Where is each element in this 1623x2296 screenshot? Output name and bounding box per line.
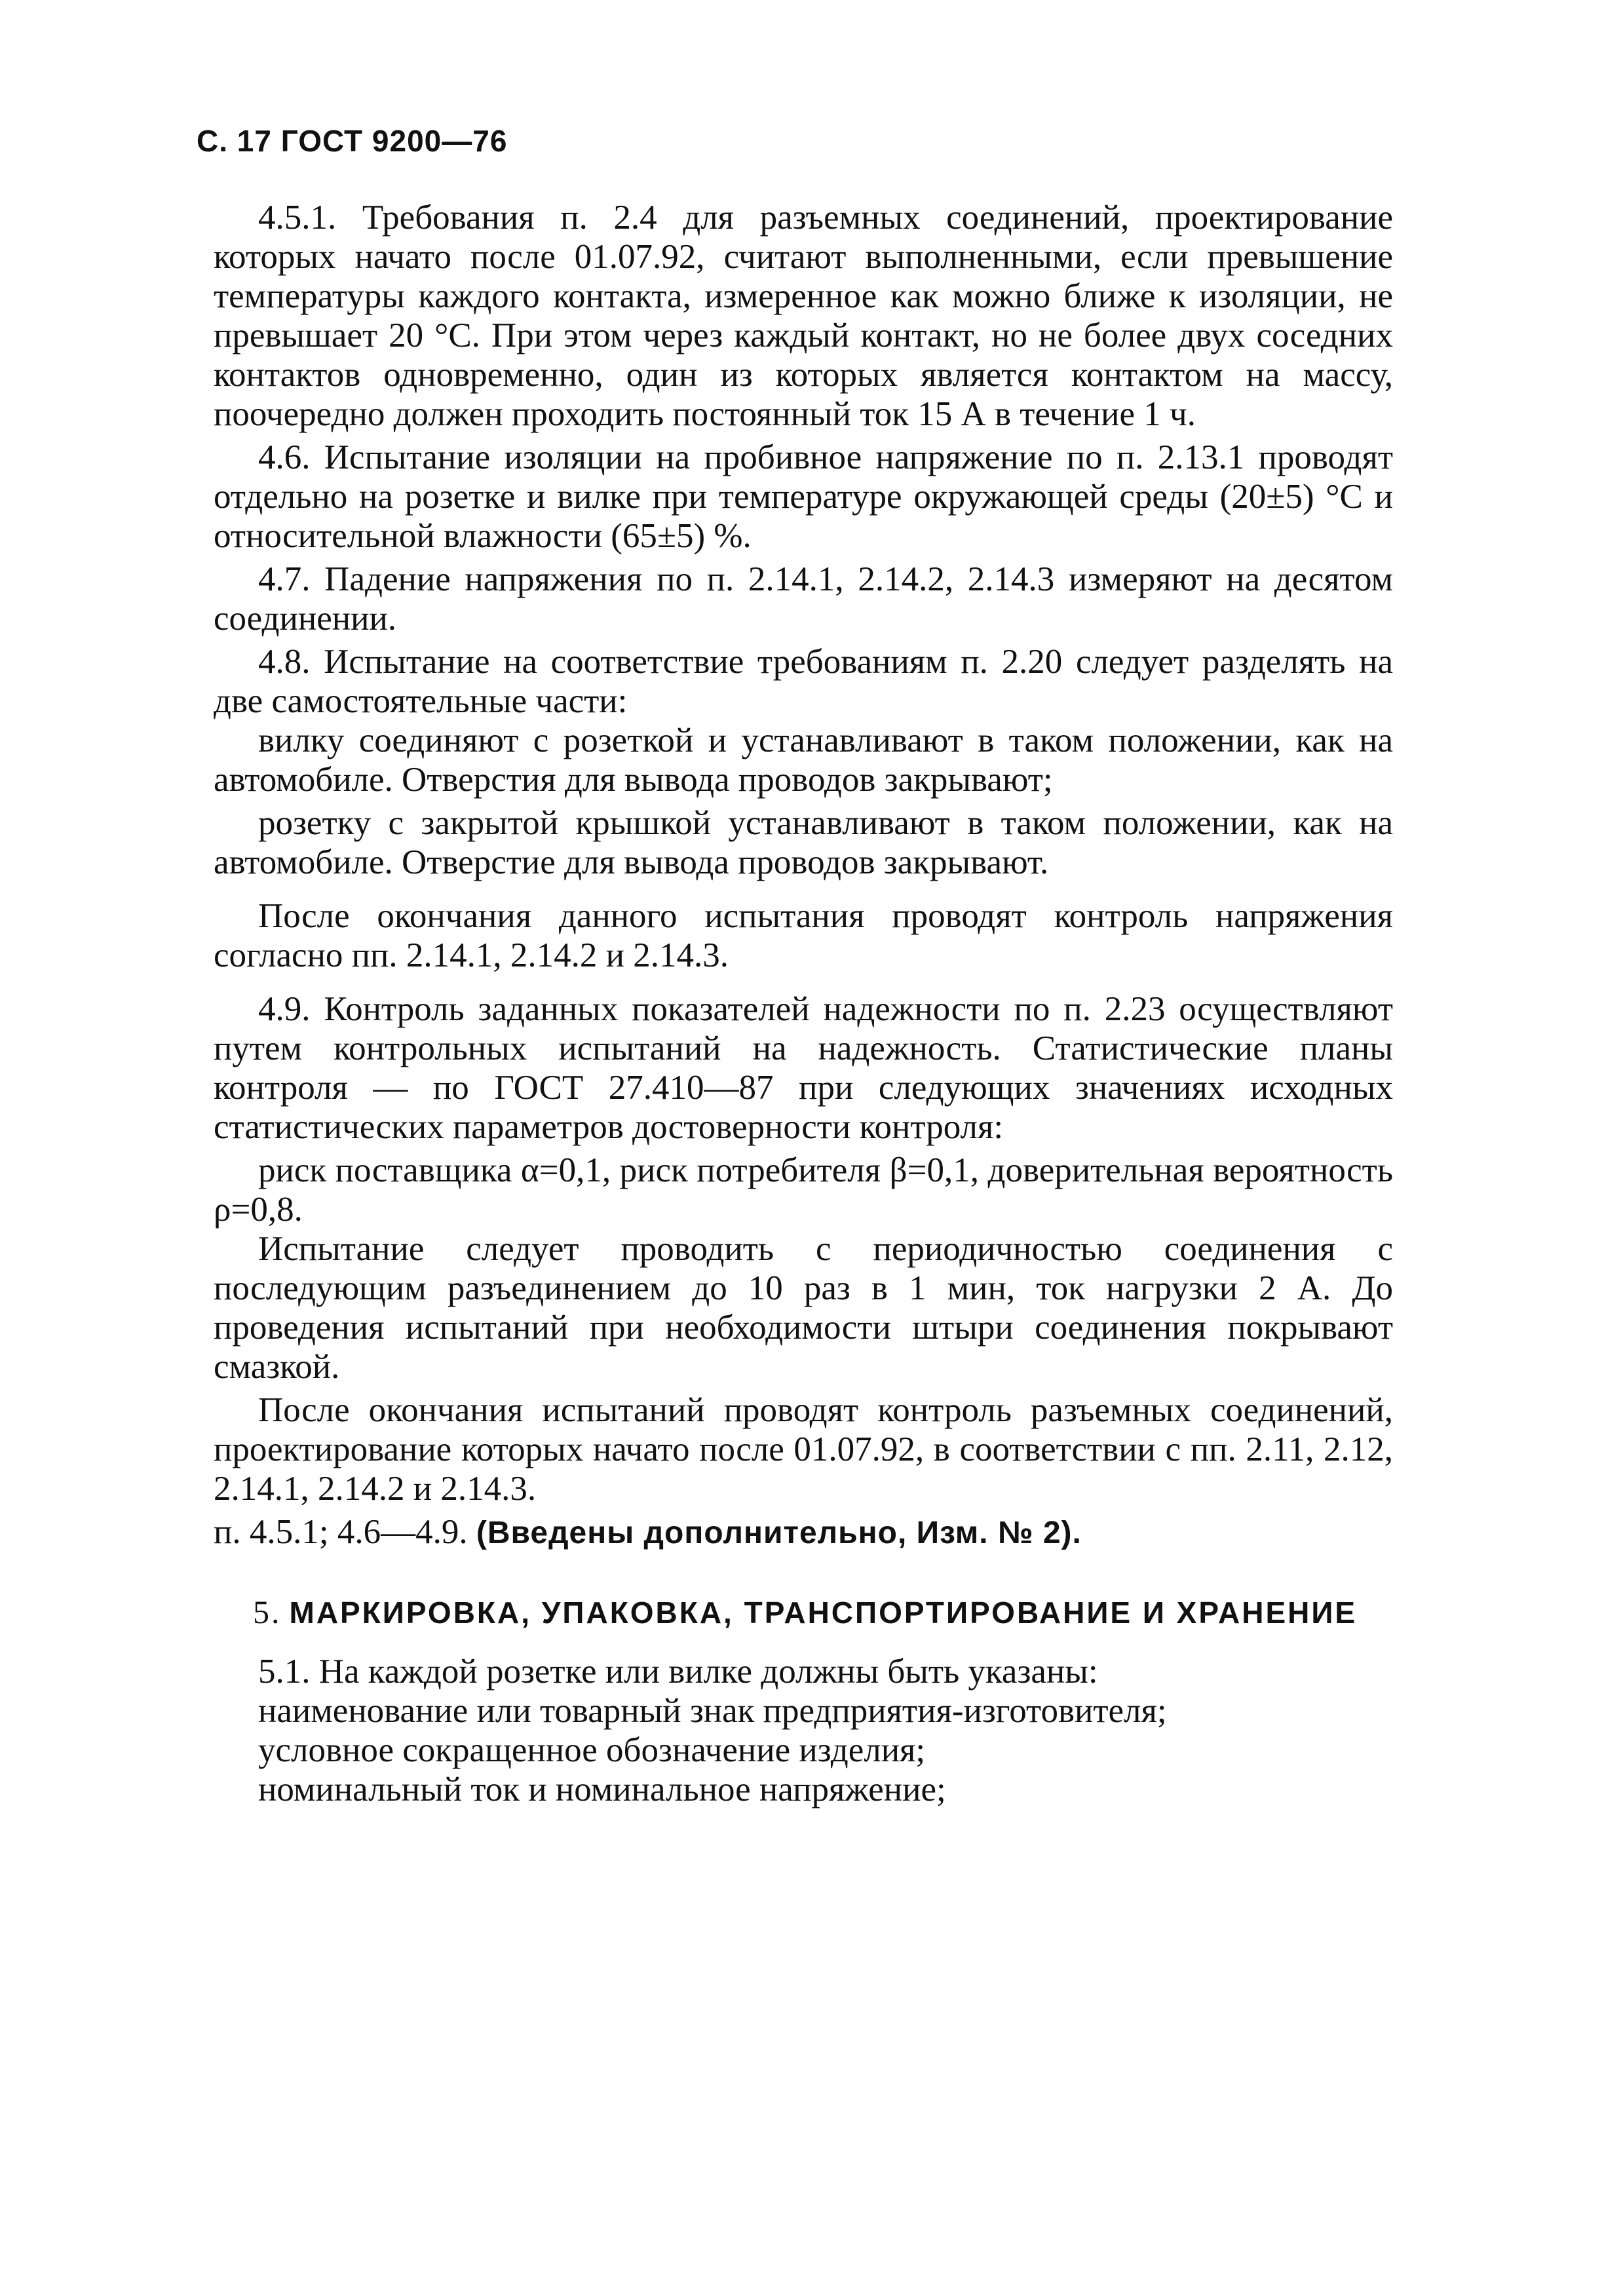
amendment-note — [214, 1512, 1393, 1553]
paragraph-4-9-control: После окончания испытаний проводят контроль разъемных соединений, проектирование которых начато после 01.07.92, в соответствии с пп. 2.11, 2.12, 2.14.1, 2.14.2 и 2.14.3. — [214, 1391, 1393, 1508]
paragraph-4-9-test: Испытание следует проводить с периодичностью соединения с последующим разъединением до 10 раз в 1 мин, ток нагрузки 2 А. До проведения испытаний при необходимости штыри соединения покрывают смазкой. — [214, 1230, 1393, 1386]
paragraph-4-7: 4.7. Падение напряжения по п. 2.14.1, 2.14.2, 2.14.3 измеряют на десятом соединении. — [214, 560, 1393, 638]
section-title: МАРКИРОВКА, УПАКОВКА, ТРАНСПОРТИРОВАНИЕ И ХРАНЕНИЕ — [289, 1596, 1358, 1630]
paragraph-5-1-item-3: номинальный ток и номинальное напряжение; — [258, 1770, 946, 1808]
section-5-heading — [214, 1592, 1393, 1632]
paragraph-4-8: 4.8. Испытание на соответствие требованиям п. 2.20 следует разделять на две самостоятельные части: — [214, 643, 1393, 720]
amendment-note-refs: п. 4.5.1; 4.6—4.9. — [214, 1513, 476, 1551]
paragraph-4-8-control: После окончания данного испытания проводят контроль напряжения согласно пп. 2.14.1, 2.14.2 и 2.14.3. — [214, 897, 1393, 974]
paragraph-4-6: 4.6. Испытание изоляции на пробивное напряжение по п. 2.13.1 проводят отдельно на розетке и вилке при температуре окружающей среды (20±5) °С и относительной влажности (65±5) %. — [214, 438, 1393, 555]
amendment-note-text: (Введены дополнительно, Изм. № 2). — [476, 1516, 1082, 1550]
section-number: 5. — [253, 1594, 282, 1630]
document-body — [214, 198, 1393, 1809]
paragraph-4-8-part-2: розетку с закрытой крышкой устанавливают в таком положении, как на автомобиле. Отверстие для вывода проводов закрывают. — [214, 804, 1393, 881]
paragraph-4-9-risks: риск поставщика α=0,1, риск потребителя β=0,1, доверительная вероятность ρ=0,8. — [214, 1151, 1393, 1229]
paragraph-4-9: 4.9. Контроль заданных показателей надежности по п. 2.23 осуществляют путем контрольных испытаний на надежность. Статистические планы контроля — по ГОСТ 27.410—87 при следующих значениях исходных статистических параметров достоверности контроля: — [214, 990, 1393, 1146]
paragraph-5-1-item-1: наименование или товарный знак предприятия-изготовителя; — [258, 1692, 1167, 1730]
paragraph-4-8-part-1: вилку соединяют с розеткой и устанавливают в таком положении, как на автомобиле. Отверстия для вывода проводов закрывают; — [214, 721, 1393, 799]
paragraph-5-1: 5.1. На каждой розетке или вилке должны быть указаны: — [258, 1653, 1098, 1691]
paragraph-5-1-item-2: условное сокращенное обозначение изделия; — [258, 1731, 926, 1769]
paragraph-4-5-1: 4.5.1. Требования п. 2.4 для разъемных соединений, проектирование которых начато после 01.07.92, считают выполненными, если превышение температуры каждого контакта, измеренное как можно ближе к изоляции, не превышает 20 °С. При этом через каждый контакт, но не более двух соседних контактов одновременно, один из которых является контактом на массу, поочередно должен проходить постоянный ток 15 А в течение 1 ч. — [214, 199, 1393, 433]
page-header: С. 17 ГОСТ 9200—76 — [197, 124, 508, 158]
